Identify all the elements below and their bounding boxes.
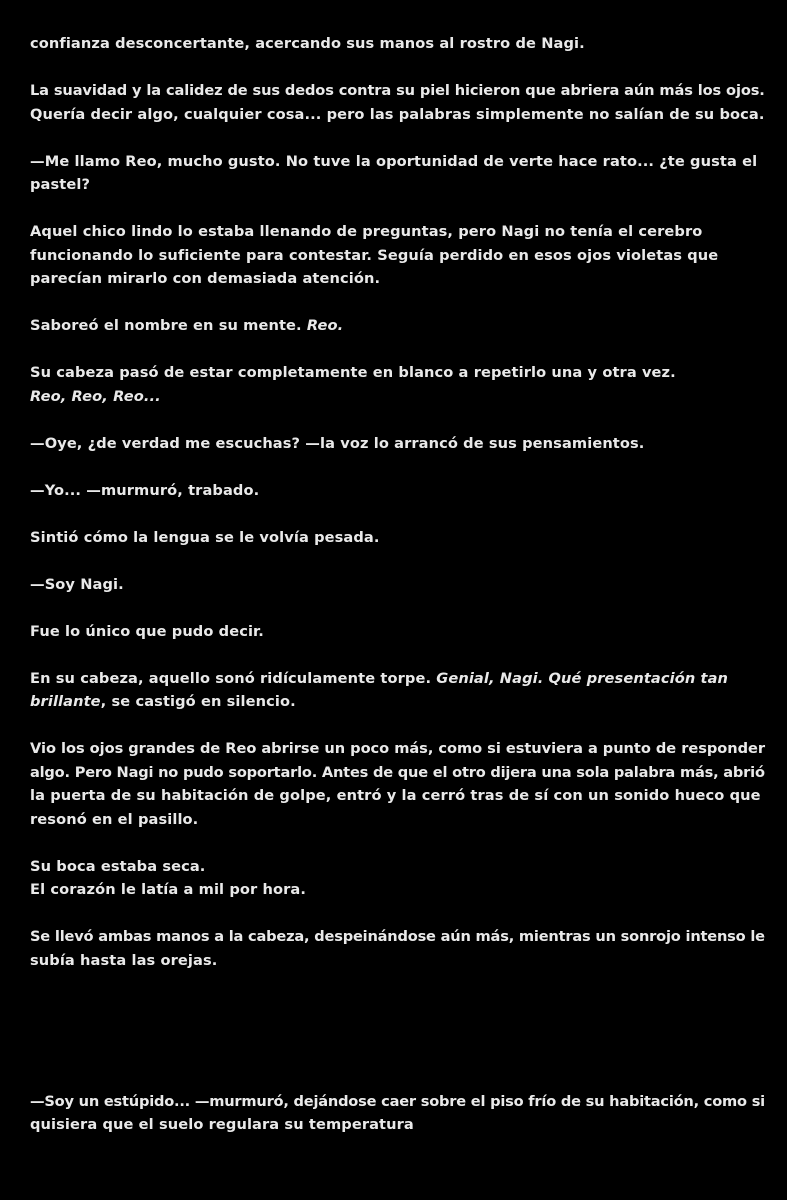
- paragraph: [30, 526, 765, 550]
- italic-segment: Reo.: [306, 317, 344, 334]
- text-line: —Soy Nagi.: [30, 575, 124, 593]
- text-line: pastel?: [30, 176, 91, 193]
- italic-segment: Genial, Nagi. Qué presentación tan: [436, 669, 729, 687]
- paragraph: [30, 667, 765, 714]
- text-line: La suavidad y la calidez de sus dedos contra su piel hicieron que abriera aún más los ojos.: [30, 82, 765, 99]
- paragraph: [30, 1090, 765, 1137]
- text-line: [30, 667, 765, 691]
- paragraph: [30, 361, 765, 408]
- text-segment: , se castigó en silencio.: [100, 693, 296, 710]
- paragraph: [30, 314, 765, 338]
- paragraph: [30, 479, 765, 503]
- text-line: Se llevó ambas manos a la cabeza, despeinándose aún más, mientras un sonrojo intenso le: [30, 928, 765, 945]
- paragraph: [30, 737, 765, 831]
- text-line: —Soy un estúpido... —murmuró, dejándose caer sobre el piso frío de su habitación, como si: [30, 1092, 765, 1110]
- italic-segment: Reo, Reo, Reo...: [30, 387, 161, 405]
- text-line: parecían mirarlo con demasiada atención.: [30, 270, 381, 287]
- text-line: funcionando lo suficiente para contestar. Seguía perdido en esos ojos violetas que: [30, 246, 719, 264]
- text-line: Fue lo único que pudo decir.: [30, 622, 264, 640]
- text-line: subía hasta las orejas.: [30, 951, 218, 969]
- paragraph: [30, 432, 765, 456]
- text-line: Sintió cómo la lengua se le volvía pesada.: [30, 528, 380, 546]
- paragraph: [30, 620, 765, 644]
- paragraph: [30, 573, 765, 597]
- text-line: —Me llamo Reo, mucho gusto. No tuve la oportunidad de verte hace rato... ¿te gusta el: [30, 152, 758, 170]
- text-line: Su cabeza pasó de estar completamente en blanco a repetirlo una y otra vez.: [30, 364, 676, 381]
- text-line: quisiera que el suelo regulara su temperatura: [30, 1116, 414, 1133]
- paragraph: [30, 925, 765, 972]
- text-segment: Saboreó el nombre en su mente.: [30, 317, 307, 334]
- text-line: [30, 385, 765, 409]
- italic-segment: brillante: [30, 693, 101, 710]
- text-line: Vio los ojos grandes de Reo abrirse un poco más, como si estuviera a punto de responder: [30, 740, 766, 757]
- text-line: [30, 690, 765, 714]
- text-line: El corazón le latía a mil por hora.: [30, 881, 306, 898]
- paragraph: [30, 150, 765, 197]
- text-line: Quería decir algo, cualquier cosa... pero las palabras simplemente no salían de su boca.: [30, 105, 765, 123]
- text-line: [30, 314, 765, 338]
- document-page: [30, 32, 765, 1160]
- paragraph: [30, 32, 765, 56]
- text-line: Aquel chico lindo lo estaba llenando de preguntas, pero Nagi no tenía el cerebro: [30, 223, 703, 240]
- text-line: la puerta de su habitación de golpe, entró y la cerró tras de sí con un sonido hueco que: [30, 787, 761, 804]
- paragraph: [30, 79, 765, 126]
- text-line: algo. Pero Nagi no pudo soportarlo. Antes de que el otro dijera una sola palabra más, abrió: [30, 763, 765, 781]
- text-line: —Yo... —murmuró, trabado.: [30, 481, 260, 499]
- text-segment: En su cabeza, aquello sonó ridículamente torpe.: [30, 669, 437, 687]
- scene-break-gap: [30, 996, 765, 1090]
- text-line: resonó en el pasillo.: [30, 810, 199, 828]
- text-line: —Oye, ¿de verdad me escuchas? —la voz lo arrancó de sus pensamientos.: [30, 434, 645, 452]
- text-line: Su boca estaba seca.: [30, 857, 206, 875]
- text-line: confianza desconcertante, acercando sus manos al rostro de Nagi.: [30, 35, 585, 52]
- paragraph: [30, 855, 765, 902]
- paragraph: [30, 220, 765, 291]
